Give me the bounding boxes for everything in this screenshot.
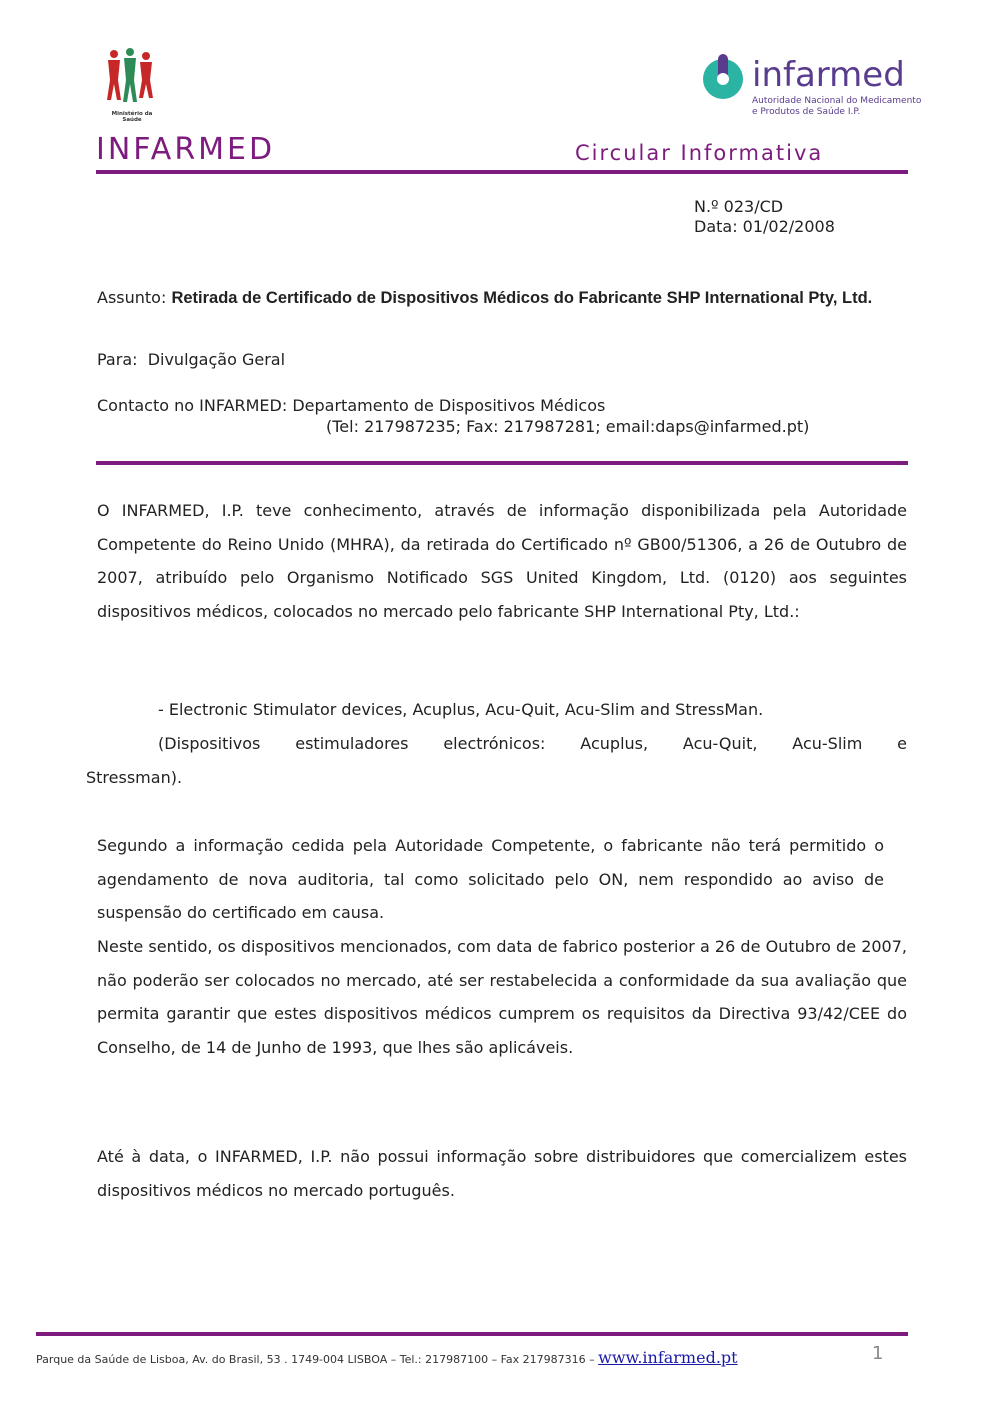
recipients-label: Para: — [97, 350, 138, 369]
infarmed-logo-subtitle — [752, 96, 921, 118]
body-paragraph-2: Segundo a informação cedida pela Autoridade Competente, o fabricante não terá permitido o agendamento de nova auditoria, tal como solicitado pelo ON, nem respondido ao aviso de suspensão do certificado em causa. — [97, 836, 884, 922]
header-bottom-divider — [96, 461, 908, 465]
brand-title: INFARMED — [96, 132, 276, 167]
logo-sub-line-1: Autoridade Nacional do Medicamento — [752, 96, 922, 106]
body-paragraph-4: Até à data, o INFARMED, I.P. não possui informação sobre distribuidores que comercializem estes dispositivos médicos no mercado português. — [97, 1147, 907, 1200]
device-list-item: - Electronic Stimulator devices, Acuplus, Acu-Quit, Acu-Slim and StressMan. — [158, 700, 764, 719]
header-divider — [96, 170, 908, 174]
recipients-text: Divulgação Geral — [147, 350, 286, 369]
footer — [36, 1348, 738, 1367]
circular-number: N.º 023/CD — [694, 197, 784, 216]
contact-details: (Tel: 217987235; Fax: 217987281; email:daps@infarmed.pt) — [326, 417, 810, 436]
body-paragraph-1: O INFARMED, I.P. teve conhecimento, através de informação disponibilizada pela Autoridade Competente do Reino Unido (MHRA), da retirada do Certificado nº GB00/51306, a 26 de Outubro de 2007, atribuído pelo Organismo Notificado SGS United Kingdom, Ltd. (0120) aos seguintes dispositivos médicos, colocados no mercado pelo fabricante SHP International Pty, Ltd.: — [97, 501, 907, 621]
device-list-item-translation: (Dispositivos estimuladores electrónicos: Acuplus, Acu-Quit, Acu-Slim e — [158, 734, 907, 753]
logo-sub-line-2: e Produtos de Saúde I.P. — [752, 107, 861, 117]
infarmed-logo-word: infarmed — [752, 55, 905, 95]
contact-label: Contacto no INFARMED: — [97, 396, 288, 415]
contact — [97, 395, 605, 416]
device-list-item-translation-end: Stressman). — [86, 768, 183, 787]
recipients — [97, 350, 285, 369]
ministry-of-health-logo — [102, 46, 158, 118]
body-paragraph-3: Neste sentido, os dispositivos mencionados, com data de fabrico posterior a 26 de Outubro de 2007, não poderão ser colocados no mercado, até ser restabelecida a conformidade da sua avaliação que permita garantir que estes dispositivos médicos cumprem os requisitos da Directiva 93/42/CEE do Conselho, de 14 de Junho de 1993, que lhes são aplicáveis. — [97, 937, 907, 1057]
page-number: 1 — [872, 1343, 884, 1364]
document-type: Circular Informativa — [575, 141, 824, 165]
contact-dept: Departamento de Dispositivos Médicos — [292, 396, 606, 415]
document-meta — [694, 197, 835, 237]
infarmed-logo-mark — [698, 52, 748, 102]
footer-address: Parque da Saúde de Lisboa, Av. do Brasil, 53 . 1749-004 LISBOA – Tel.: 217987100 – Fax 217987316 – — [36, 1353, 595, 1366]
footer-divider — [36, 1332, 908, 1336]
ministry-caption: Ministério da Saúde — [111, 111, 153, 123]
subject-label: Assunto: — [97, 288, 167, 307]
subject — [97, 287, 907, 309]
footer-website-link[interactable]: www.infarmed.pt — [598, 1348, 738, 1367]
circular-date: Data: 01/02/2008 — [694, 217, 835, 236]
subject-text: Retirada de Certificado de Dispositivos Médicos do Fabricante SHP International Pty, Ltd. — [171, 289, 873, 307]
